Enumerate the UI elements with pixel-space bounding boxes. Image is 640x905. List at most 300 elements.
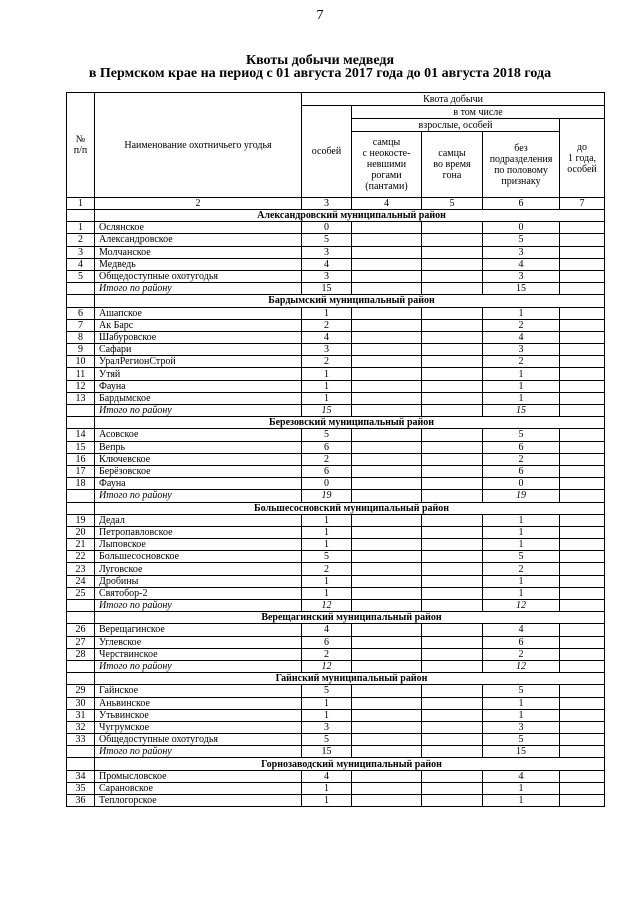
cell-total: 5 xyxy=(302,234,352,246)
cell-name: Аньвинское xyxy=(95,697,302,709)
cell-total: 1 xyxy=(302,587,352,599)
table-row xyxy=(67,514,605,526)
col-num-4: 4 xyxy=(352,198,422,210)
cell-young xyxy=(560,490,605,502)
cell-males-rut xyxy=(422,258,483,270)
cell-males-rut xyxy=(422,734,483,746)
cell-total: 4 xyxy=(302,624,352,636)
cell-males-antlers xyxy=(352,246,422,258)
cell-total: 2 xyxy=(302,648,352,660)
cell-total: 2 xyxy=(302,453,352,465)
cell-num: 15 xyxy=(67,441,95,453)
table-header xyxy=(67,93,605,210)
table-row xyxy=(67,258,605,270)
cell-young xyxy=(560,551,605,563)
table-row xyxy=(67,465,605,477)
cell-young xyxy=(560,246,605,258)
cell-males-rut xyxy=(422,709,483,721)
cell-males-antlers xyxy=(352,624,422,636)
header-adults: взрослые, особей xyxy=(352,119,560,132)
cell-num: 19 xyxy=(67,514,95,526)
district-row xyxy=(67,502,605,514)
table-row xyxy=(67,307,605,319)
cell-males-rut xyxy=(422,526,483,538)
table-row xyxy=(67,770,605,782)
cell-males-antlers xyxy=(352,575,422,587)
cell-num: 25 xyxy=(67,587,95,599)
cell-num xyxy=(67,490,95,502)
cell-name: Дедал xyxy=(95,514,302,526)
cell-total: 1 xyxy=(302,709,352,721)
cell-total: 5 xyxy=(302,685,352,697)
table-row xyxy=(67,331,605,343)
cell-name: Общедоступные охотугодья xyxy=(95,734,302,746)
cell-name: Итого по району xyxy=(95,600,302,612)
cell-no-sex: 15 xyxy=(483,283,560,295)
header-including: в том числе xyxy=(352,106,605,119)
cell-young xyxy=(560,526,605,538)
cell-no-sex: 3 xyxy=(483,721,560,733)
cell-num xyxy=(67,417,95,429)
cell-no-sex: 6 xyxy=(483,636,560,648)
cell-total: 1 xyxy=(302,795,352,807)
cell-males-rut xyxy=(422,721,483,733)
cell-total: 12 xyxy=(302,600,352,612)
cell-num xyxy=(67,612,95,624)
cell-males-rut xyxy=(422,234,483,246)
district-row xyxy=(67,210,605,222)
cell-name: Черствинское xyxy=(95,648,302,660)
cell-no-sex: 1 xyxy=(483,795,560,807)
cell-males-antlers xyxy=(352,368,422,380)
cell-young xyxy=(560,441,605,453)
cell-males-rut xyxy=(422,551,483,563)
cell-no-sex: 3 xyxy=(483,246,560,258)
cell-young xyxy=(560,356,605,368)
cell-males-antlers xyxy=(352,307,422,319)
cell-males-rut xyxy=(422,283,483,295)
cell-no-sex: 4 xyxy=(483,770,560,782)
cell-name: Молчанское xyxy=(95,246,302,258)
cell-males-rut xyxy=(422,746,483,758)
cell-no-sex: 1 xyxy=(483,539,560,551)
district-row xyxy=(67,673,605,685)
cell-no-sex: 1 xyxy=(483,575,560,587)
cell-no-sex: 4 xyxy=(483,624,560,636)
cell-total: 4 xyxy=(302,770,352,782)
cell-num xyxy=(67,600,95,612)
cell-num: 31 xyxy=(67,709,95,721)
cell-young xyxy=(560,685,605,697)
cell-num: 26 xyxy=(67,624,95,636)
table-row xyxy=(67,478,605,490)
cell-no-sex: 19 xyxy=(483,490,560,502)
cell-males-antlers xyxy=(352,721,422,733)
cell-name: Луговское xyxy=(95,563,302,575)
cell-young xyxy=(560,380,605,392)
cell-num: 9 xyxy=(67,344,95,356)
header-total: особей xyxy=(302,106,352,198)
table-row xyxy=(67,319,605,331)
cell-name: Утьвинское xyxy=(95,709,302,721)
table-row xyxy=(67,721,605,733)
col-num-7: 7 xyxy=(560,198,605,210)
cell-total: 4 xyxy=(302,258,352,270)
cell-num: 16 xyxy=(67,453,95,465)
table-row xyxy=(67,587,605,599)
header-no-sex-division: без подразделения по половому признаку xyxy=(483,132,560,198)
cell-males-rut xyxy=(422,782,483,794)
cell-num: 35 xyxy=(67,782,95,794)
cell-males-antlers xyxy=(352,697,422,709)
cell-num: 10 xyxy=(67,356,95,368)
cell-no-sex: 5 xyxy=(483,551,560,563)
cell-total: 1 xyxy=(302,368,352,380)
table-row xyxy=(67,429,605,441)
cell-name: Чугрумское xyxy=(95,721,302,733)
cell-num xyxy=(67,283,95,295)
cell-num: 27 xyxy=(67,636,95,648)
cell-no-sex: 12 xyxy=(483,660,560,672)
table-row xyxy=(67,685,605,697)
district-name: Горнозаводский муниципальный район xyxy=(95,758,605,770)
document-title: Квоты добычи медведя xyxy=(245,53,395,68)
cell-num xyxy=(67,746,95,758)
cell-young xyxy=(560,600,605,612)
cell-no-sex: 1 xyxy=(483,392,560,404)
table-row xyxy=(67,795,605,807)
cell-young xyxy=(560,319,605,331)
cell-total: 2 xyxy=(302,319,352,331)
header-name: Наименование охотничьего угодья xyxy=(95,93,302,198)
cell-total: 2 xyxy=(302,356,352,368)
cell-males-rut xyxy=(422,648,483,660)
header-num: № п/п xyxy=(67,93,95,198)
cell-young xyxy=(560,514,605,526)
cell-males-antlers xyxy=(352,746,422,758)
cell-young xyxy=(560,746,605,758)
cell-males-rut xyxy=(422,392,483,404)
cell-males-antlers xyxy=(352,283,422,295)
cell-males-antlers xyxy=(352,795,422,807)
cell-males-rut xyxy=(422,636,483,648)
cell-males-antlers xyxy=(352,234,422,246)
cell-num: 36 xyxy=(67,795,95,807)
cell-males-rut xyxy=(422,587,483,599)
cell-total: 5 xyxy=(302,734,352,746)
cell-males-antlers xyxy=(352,514,422,526)
cell-males-rut xyxy=(422,405,483,417)
cell-no-sex: 4 xyxy=(483,258,560,270)
cell-males-antlers xyxy=(352,648,422,660)
cell-name: Ослянское xyxy=(95,222,302,234)
cell-total: 1 xyxy=(302,782,352,794)
cell-total: 5 xyxy=(302,429,352,441)
cell-young xyxy=(560,721,605,733)
cell-num: 22 xyxy=(67,551,95,563)
cell-males-antlers xyxy=(352,600,422,612)
cell-young xyxy=(560,770,605,782)
district-name: Березовский муниципальный район xyxy=(95,417,605,429)
cell-young xyxy=(560,234,605,246)
cell-males-rut xyxy=(422,697,483,709)
cell-no-sex: 0 xyxy=(483,478,560,490)
cell-males-antlers xyxy=(352,222,422,234)
table-row xyxy=(67,734,605,746)
cell-total: 12 xyxy=(302,660,352,672)
cell-no-sex: 12 xyxy=(483,600,560,612)
cell-total: 1 xyxy=(302,697,352,709)
cell-num xyxy=(67,660,95,672)
cell-num: 5 xyxy=(67,270,95,282)
cell-young xyxy=(560,405,605,417)
cell-name: Ашапское xyxy=(95,307,302,319)
cell-no-sex: 5 xyxy=(483,234,560,246)
cell-males-antlers xyxy=(352,465,422,477)
cell-num: 1 xyxy=(67,222,95,234)
cell-young xyxy=(560,624,605,636)
table-row xyxy=(67,234,605,246)
cell-males-rut xyxy=(422,600,483,612)
cell-name: Общедоступные охотугодья xyxy=(95,270,302,282)
cell-young xyxy=(560,222,605,234)
cell-name: Верещагинское xyxy=(95,624,302,636)
cell-young xyxy=(560,465,605,477)
cell-males-antlers xyxy=(352,453,422,465)
cell-name: Святобор-2 xyxy=(95,587,302,599)
cell-males-antlers xyxy=(352,356,422,368)
col-num-5: 5 xyxy=(422,198,483,210)
cell-males-antlers xyxy=(352,551,422,563)
cell-no-sex: 1 xyxy=(483,697,560,709)
cell-young xyxy=(560,478,605,490)
cell-males-rut xyxy=(422,429,483,441)
district-total-row xyxy=(67,405,605,417)
cell-males-antlers xyxy=(352,429,422,441)
district-total-row xyxy=(67,746,605,758)
table-row xyxy=(67,563,605,575)
cell-young xyxy=(560,307,605,319)
table-row xyxy=(67,709,605,721)
cell-males-antlers xyxy=(352,563,422,575)
cell-males-antlers xyxy=(352,734,422,746)
cell-total: 6 xyxy=(302,465,352,477)
cell-num: 32 xyxy=(67,721,95,733)
district-name: Верещагинский муниципальный район xyxy=(95,612,605,624)
cell-name: Итого по району xyxy=(95,746,302,758)
cell-young xyxy=(560,344,605,356)
cell-males-rut xyxy=(422,539,483,551)
cell-males-rut xyxy=(422,660,483,672)
table-row xyxy=(67,368,605,380)
cell-name: Дробины xyxy=(95,575,302,587)
cell-name: Фауна xyxy=(95,478,302,490)
cell-num xyxy=(67,502,95,514)
cell-males-antlers xyxy=(352,478,422,490)
cell-young xyxy=(560,709,605,721)
cell-no-sex: 6 xyxy=(483,465,560,477)
cell-num: 20 xyxy=(67,526,95,538)
cell-num xyxy=(67,295,95,307)
page-number: 7 xyxy=(316,8,324,23)
cell-males-rut xyxy=(422,770,483,782)
table-row xyxy=(67,697,605,709)
cell-no-sex: 1 xyxy=(483,526,560,538)
cell-no-sex: 1 xyxy=(483,709,560,721)
cell-young xyxy=(560,270,605,282)
district-total-row xyxy=(67,660,605,672)
cell-name: Берёзовское xyxy=(95,465,302,477)
cell-males-rut xyxy=(422,563,483,575)
cell-males-antlers xyxy=(352,490,422,502)
cell-num: 28 xyxy=(67,648,95,660)
cell-males-rut xyxy=(422,319,483,331)
cell-no-sex: 5 xyxy=(483,685,560,697)
cell-males-antlers xyxy=(352,526,422,538)
cell-name: Лыповское xyxy=(95,539,302,551)
quota-table xyxy=(66,92,605,807)
cell-young xyxy=(560,697,605,709)
cell-num: 13 xyxy=(67,392,95,404)
cell-total: 1 xyxy=(302,575,352,587)
cell-males-rut xyxy=(422,685,483,697)
cell-total: 2 xyxy=(302,563,352,575)
cell-total: 1 xyxy=(302,539,352,551)
table-row xyxy=(67,356,605,368)
cell-num: 24 xyxy=(67,575,95,587)
cell-name: Промысловское xyxy=(95,770,302,782)
header-males-rut: самцы во время гона xyxy=(422,132,483,198)
header-males-antlers: самцы с неокосте- невшими рогами (пантами) xyxy=(352,132,422,198)
cell-males-rut xyxy=(422,514,483,526)
cell-num: 14 xyxy=(67,429,95,441)
cell-num: 29 xyxy=(67,685,95,697)
cell-young xyxy=(560,660,605,672)
cell-males-antlers xyxy=(352,636,422,648)
cell-no-sex: 1 xyxy=(483,782,560,794)
district-name: Александровский муниципальный район xyxy=(95,210,605,222)
cell-no-sex: 2 xyxy=(483,319,560,331)
cell-num: 7 xyxy=(67,319,95,331)
cell-num xyxy=(67,405,95,417)
cell-males-rut xyxy=(422,453,483,465)
district-row xyxy=(67,417,605,429)
cell-total: 5 xyxy=(302,551,352,563)
cell-young xyxy=(560,795,605,807)
table-row xyxy=(67,380,605,392)
cell-total: 1 xyxy=(302,526,352,538)
cell-males-antlers xyxy=(352,258,422,270)
col-num-6: 6 xyxy=(483,198,560,210)
table-row xyxy=(67,453,605,465)
cell-young xyxy=(560,575,605,587)
cell-total: 0 xyxy=(302,478,352,490)
cell-name: Теплогорское xyxy=(95,795,302,807)
cell-name: Углевское xyxy=(95,636,302,648)
cell-no-sex: 1 xyxy=(483,307,560,319)
cell-males-rut xyxy=(422,356,483,368)
cell-total: 6 xyxy=(302,441,352,453)
cell-males-rut xyxy=(422,270,483,282)
cell-num: 8 xyxy=(67,331,95,343)
table-row xyxy=(67,551,605,563)
cell-males-rut xyxy=(422,380,483,392)
district-total-row xyxy=(67,283,605,295)
cell-total: 15 xyxy=(302,405,352,417)
cell-males-antlers xyxy=(352,539,422,551)
cell-males-antlers xyxy=(352,587,422,599)
cell-num xyxy=(67,673,95,685)
cell-young xyxy=(560,734,605,746)
cell-num: 23 xyxy=(67,563,95,575)
cell-males-antlers xyxy=(352,685,422,697)
cell-name: Шабуровское xyxy=(95,331,302,343)
document-subtitle: в Пермском крае на период с 01 августа 2017 года до 01 августа 2018 года xyxy=(88,66,552,81)
cell-no-sex: 4 xyxy=(483,331,560,343)
cell-males-antlers xyxy=(352,782,422,794)
table-row xyxy=(67,344,605,356)
cell-males-rut xyxy=(422,368,483,380)
cell-num: 18 xyxy=(67,478,95,490)
cell-young xyxy=(560,392,605,404)
cell-total: 0 xyxy=(302,222,352,234)
cell-no-sex: 6 xyxy=(483,441,560,453)
cell-name: Александровское xyxy=(95,234,302,246)
cell-num: 2 xyxy=(67,234,95,246)
cell-name: Ак Барс xyxy=(95,319,302,331)
cell-males-antlers xyxy=(352,331,422,343)
cell-name: Бардымское xyxy=(95,392,302,404)
table-row xyxy=(67,392,605,404)
cell-no-sex: 1 xyxy=(483,380,560,392)
cell-num: 3 xyxy=(67,246,95,258)
cell-name: Ключевское xyxy=(95,453,302,465)
cell-no-sex: 0 xyxy=(483,222,560,234)
cell-num: 17 xyxy=(67,465,95,477)
cell-total: 1 xyxy=(302,380,352,392)
cell-total: 1 xyxy=(302,392,352,404)
cell-males-antlers xyxy=(352,709,422,721)
cell-males-rut xyxy=(422,624,483,636)
district-name: Гайнский муниципальный район xyxy=(95,673,605,685)
cell-young xyxy=(560,429,605,441)
cell-young xyxy=(560,368,605,380)
cell-males-antlers xyxy=(352,344,422,356)
cell-males-rut xyxy=(422,795,483,807)
table-row xyxy=(67,782,605,794)
cell-name: Итого по району xyxy=(95,660,302,672)
cell-total: 3 xyxy=(302,344,352,356)
cell-males-rut xyxy=(422,441,483,453)
cell-num xyxy=(67,758,95,770)
cell-males-rut xyxy=(422,575,483,587)
cell-young xyxy=(560,563,605,575)
cell-males-antlers xyxy=(352,441,422,453)
cell-name: Гайнское xyxy=(95,685,302,697)
cell-total: 3 xyxy=(302,721,352,733)
cell-name: Асовское xyxy=(95,429,302,441)
cell-young xyxy=(560,636,605,648)
cell-name: Сарановское xyxy=(95,782,302,794)
cell-no-sex: 15 xyxy=(483,405,560,417)
cell-name: Итого по району xyxy=(95,405,302,417)
cell-num: 34 xyxy=(67,770,95,782)
col-num-1: 1 xyxy=(67,198,95,210)
table-row xyxy=(67,526,605,538)
cell-males-antlers xyxy=(352,270,422,282)
cell-name: Петропавловское xyxy=(95,526,302,538)
table-row xyxy=(67,270,605,282)
